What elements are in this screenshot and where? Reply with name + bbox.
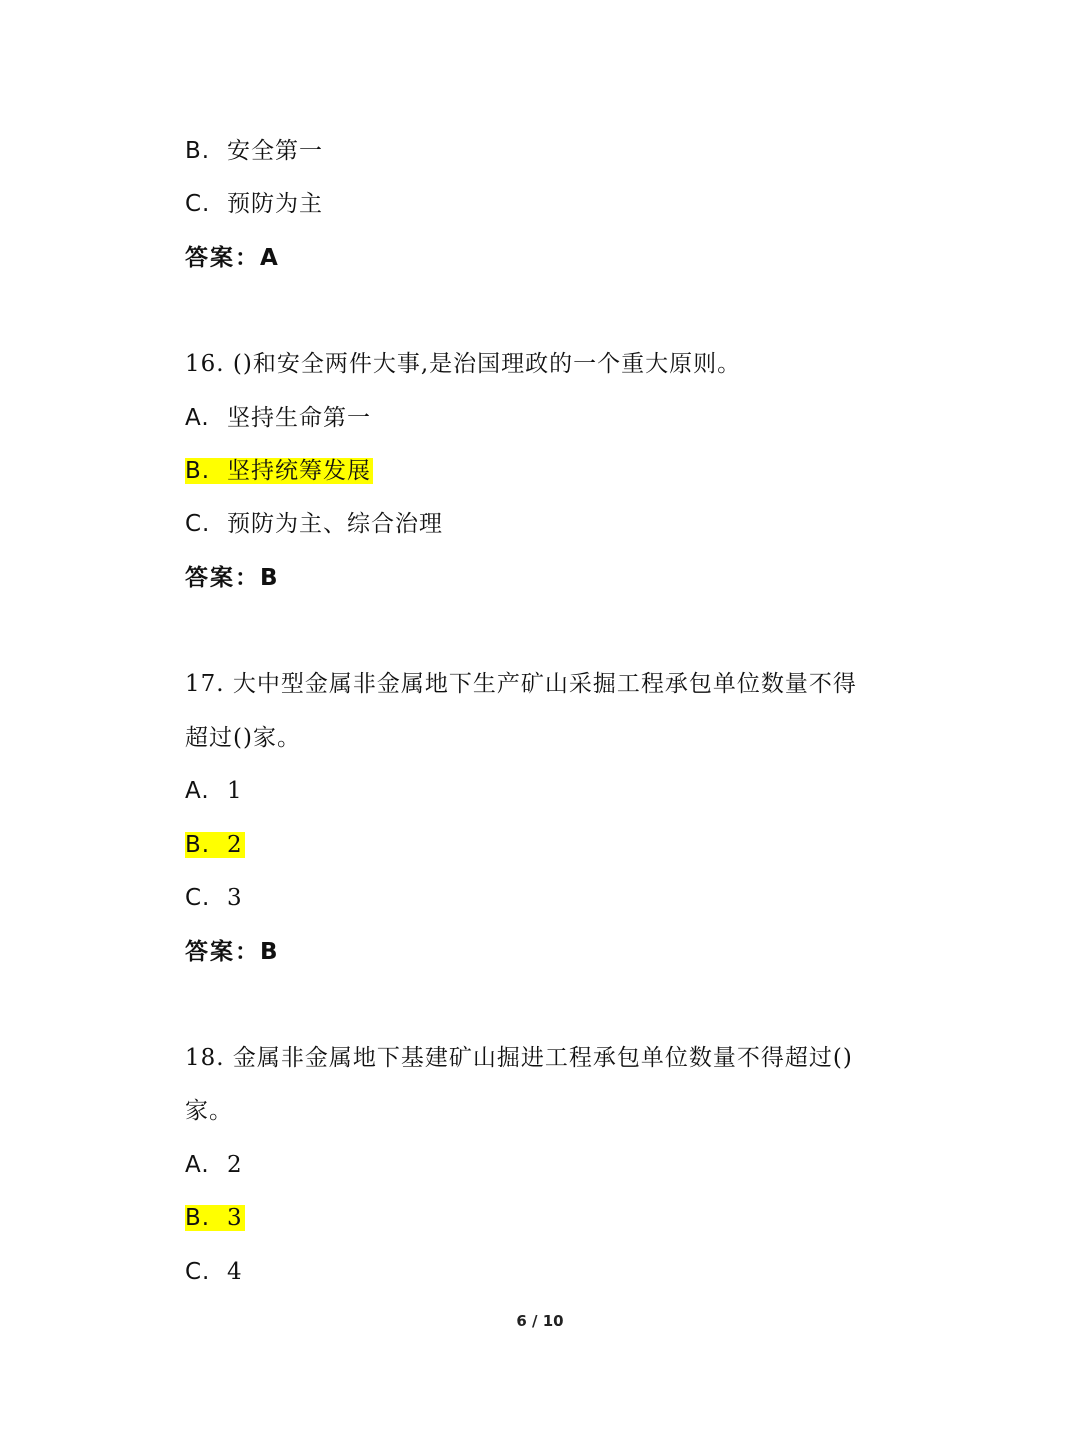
option-text: 1	[227, 778, 243, 804]
q16-option-b	[185, 456, 373, 486]
q18-question-line2: 家。	[185, 1098, 233, 1124]
q16-answer: 答案：B	[185, 565, 280, 591]
q16-option-a	[185, 403, 371, 433]
option-text: 预防为主	[227, 191, 323, 217]
option-letter: C.	[185, 511, 211, 537]
option-text: 坚持生命第一	[227, 405, 371, 431]
option-letter: B.	[185, 138, 211, 164]
option-text: 预防为主、综合治理	[227, 511, 443, 537]
option-letter: B.	[185, 832, 211, 858]
q17-question-line1: 17. 大中型金属非金属地下生产矿山采掘工程承包单位数量不得	[185, 671, 857, 697]
q18-option-b	[185, 1203, 245, 1233]
q15-answer: 答案：A	[185, 245, 280, 271]
option-letter: B.	[185, 1205, 211, 1231]
q16-option-c	[185, 509, 443, 539]
q18-option-a	[185, 1150, 243, 1180]
option-text: 2	[227, 832, 243, 858]
option-text: 2	[227, 1152, 243, 1178]
highlighted-option	[185, 1205, 245, 1231]
option-letter: C.	[185, 191, 211, 217]
q17-question-line2: 超过()家。	[185, 725, 301, 751]
highlighted-option	[185, 458, 373, 484]
option-text: 坚持统筹发展	[227, 458, 371, 484]
option-letter: A.	[185, 405, 210, 431]
option-text: 安全第一	[227, 138, 323, 164]
q15-option-b	[185, 136, 323, 166]
q17-option-b	[185, 830, 245, 860]
option-text: 4	[227, 1259, 243, 1285]
option-text: 3	[227, 1205, 243, 1231]
q18-question-line1: 18. 金属非金属地下基建矿山掘进工程承包单位数量不得超过()	[185, 1045, 853, 1071]
q17-option-c	[185, 883, 243, 913]
page-indicator: 6 / 10	[516, 1312, 564, 1330]
q16-question: 16. ()和安全两件大事,是治国理政的一个重大原则。	[185, 351, 742, 377]
q15-option-c	[185, 189, 323, 219]
option-text: 3	[227, 885, 243, 911]
highlighted-option	[185, 832, 245, 858]
option-letter: C.	[185, 885, 211, 911]
q18-option-c	[185, 1257, 243, 1287]
option-letter: B.	[185, 458, 211, 484]
option-letter: C.	[185, 1259, 211, 1285]
option-letter: A.	[185, 778, 210, 804]
option-letter: A.	[185, 1152, 210, 1178]
q17-option-a	[185, 776, 243, 806]
q17-answer: 答案：B	[185, 939, 280, 965]
